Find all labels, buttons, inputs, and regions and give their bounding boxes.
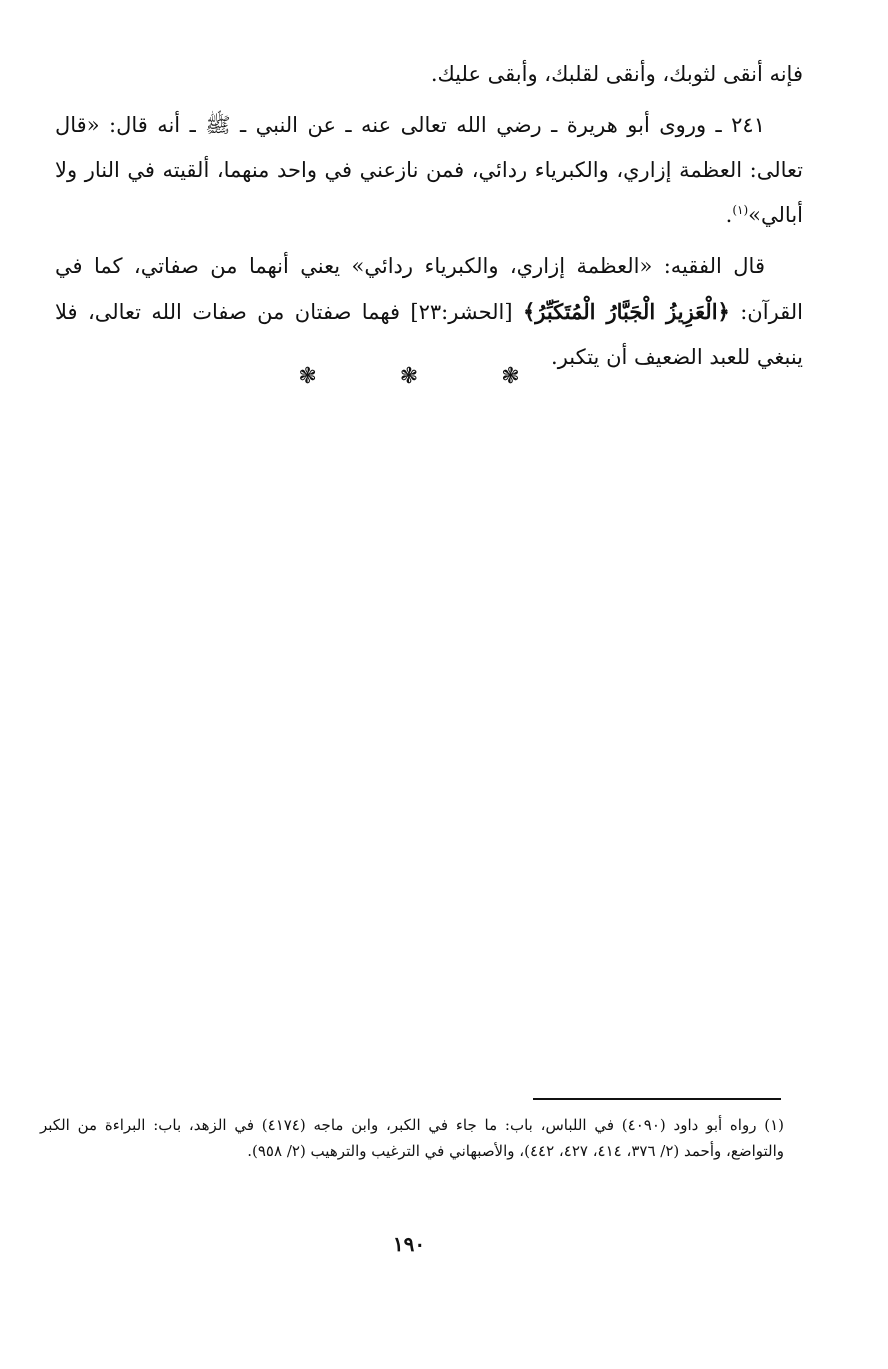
footnote-marker: (١) <box>732 203 749 217</box>
commentary-paragraph <box>55 244 803 380</box>
commentary-part-1: قال الفقيه: «العظمة إزاري، والكبرياء ردائي» يعني أنهما من صفاتي، كما في القرآن: <box>55 254 804 324</box>
footnote-divider <box>533 1098 781 1100</box>
quran-verse: ﴿الْعَزِيزُ الْجَبَّارُ الْمُتَكَبِّرُ﴾ <box>522 299 730 324</box>
continuation-line: فإنه أنقى لثوبك، وأنقى لقلبك، وأبقى عليك. <box>430 62 803 86</box>
separator-star-icon: ❃ <box>501 364 550 389</box>
page-body <box>55 52 803 386</box>
separator-star-icon: ❃ <box>298 364 347 389</box>
commentary-part-2: [الحشر:٢٣] فهما صفتان من صفات الله تعالى، فلا ينبغي للعبد الضعيف أن يتكبر. <box>55 300 803 369</box>
hadith-end: . <box>725 203 733 227</box>
page-number: ١٩٠ <box>392 1232 426 1256</box>
hadith-paragraph <box>55 103 803 238</box>
separator-star-icon: ❃ <box>399 364 449 389</box>
hadith-text: ٢٤١ ـ وروى أبو هريرة ـ رضي الله تعالى عنه ـ عن النبي ـ ﷺ ـ أنه قال: «قال تعالى: العظمة إزاري، والكبرياء ردائي، فمن نازعني في واحد منهما، ألقيته في النار ولا أبالي» <box>55 113 803 227</box>
footnote: (١) رواه أبو داود (٤٠٩٠) في اللباس، باب: ما جاء في الكبر، وابن ماجه (٤١٧٤) في الزهد، باب: البراءة من الكبر والتواضع، وأحمد (٢/ ٣٧٦، ٤١٤، ٤٢٧، ٤٤٢)، والأصبهاني في الترغيب والترهيب (٢/ ٩٥٨). <box>40 1116 784 1160</box>
section-separator <box>0 364 848 389</box>
